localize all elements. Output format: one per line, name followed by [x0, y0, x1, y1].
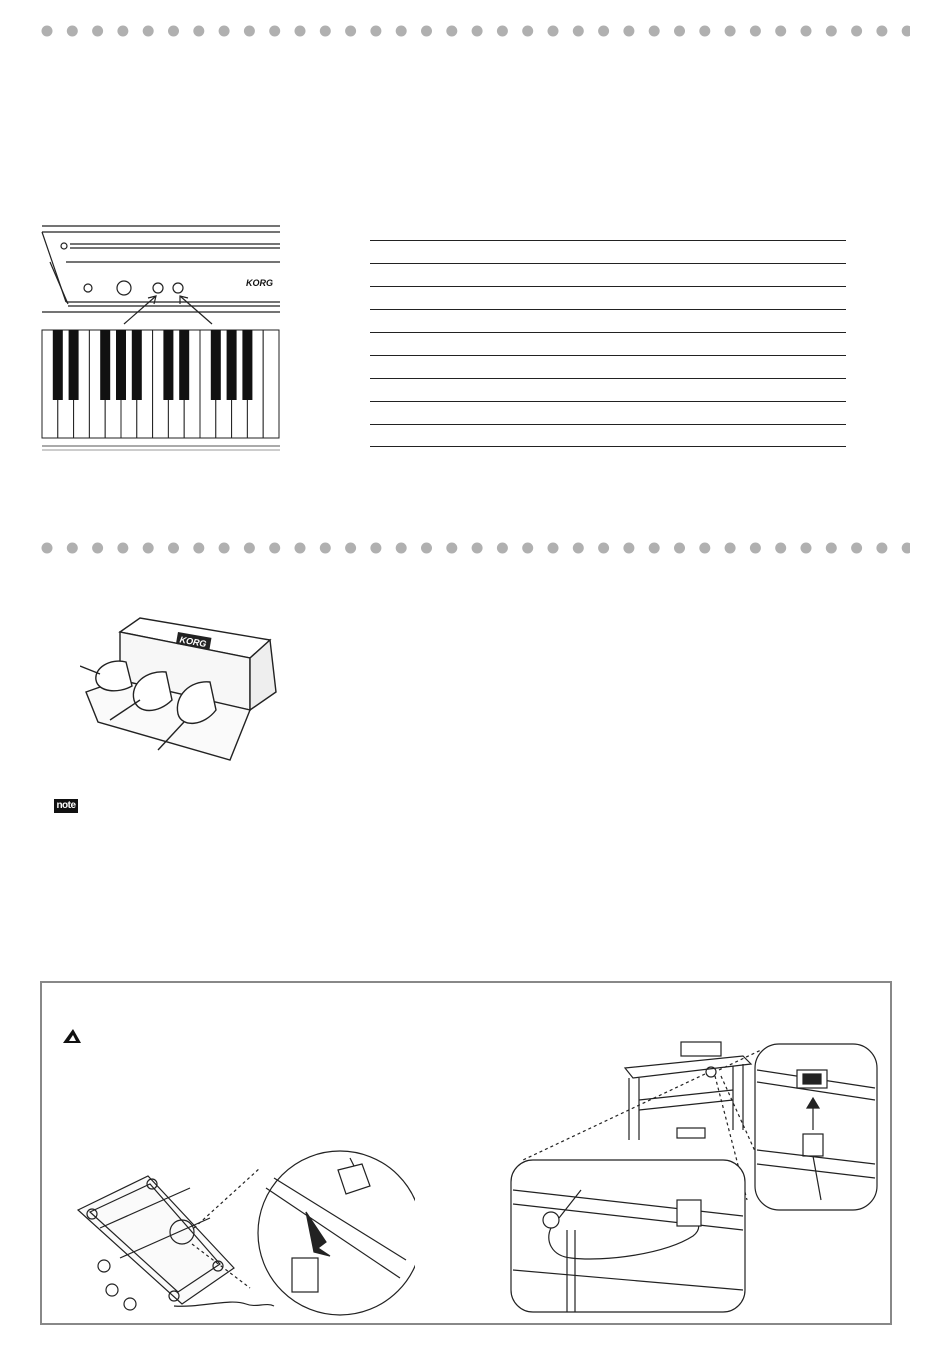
divider-dot: [42, 26, 53, 37]
divider-dot: [370, 543, 381, 554]
divider-dot: [573, 26, 584, 37]
divider-dot: [143, 543, 154, 554]
divider-dot: [522, 26, 533, 37]
divider-dot: [143, 26, 154, 37]
divider-dot: [117, 26, 128, 37]
divider-dot: [674, 26, 685, 37]
black-key: [132, 330, 142, 400]
parameter-table: [370, 240, 846, 450]
divider-dot: [421, 26, 432, 37]
divider-dot: [472, 26, 483, 37]
black-key: [69, 330, 79, 400]
divider-dot: [623, 26, 634, 37]
divider-dot: [826, 26, 837, 37]
pedal-brand-logo: KORG: [178, 634, 208, 650]
divider-dot: [826, 543, 837, 554]
divider-dot: [472, 543, 483, 554]
stand-connector-illustration: [505, 1040, 881, 1316]
divider-dot: [750, 543, 761, 554]
pedal-connector-illustration: [70, 1148, 415, 1318]
keyboard-panel-illustration: [40, 222, 284, 454]
divider-dot: [522, 543, 533, 554]
divider-dot: [67, 543, 78, 554]
divider-dot: [699, 543, 710, 554]
divider-dot: [193, 26, 204, 37]
keyboard-brand-logo: KORG: [246, 278, 273, 288]
divider-dot: [548, 26, 559, 37]
caution-icon: [61, 1028, 83, 1044]
divider-dot: [295, 543, 306, 554]
pedal-unit-illustration: [80, 610, 290, 770]
divider-dot: [92, 543, 103, 554]
divider-dot: [42, 543, 53, 554]
divider-dot: [497, 26, 508, 37]
divider-dot: [193, 543, 204, 554]
black-key: [163, 330, 173, 400]
divider-dot: [92, 26, 103, 37]
divider-dot: [345, 543, 356, 554]
divider-dot: [775, 543, 786, 554]
divider-dot: [396, 543, 407, 554]
divider-dot: [219, 543, 230, 554]
divider-dot: [573, 543, 584, 554]
divider-dot: [649, 26, 660, 37]
divider-dot: [801, 26, 812, 37]
divider-dot: [345, 26, 356, 37]
divider-dot: [725, 543, 736, 554]
divider-dot: [117, 543, 128, 554]
divider-dot: [598, 543, 609, 554]
divider-dot: [674, 543, 685, 554]
divider-dot: [67, 26, 78, 37]
black-key: [179, 330, 189, 400]
note-icon: note: [54, 799, 78, 813]
divider-dot: [801, 543, 812, 554]
divider-dot: [269, 26, 280, 37]
divider-dot: [244, 543, 255, 554]
divider-dot: [446, 26, 457, 37]
divider-dot: [699, 26, 710, 37]
divider-dot: [876, 26, 887, 37]
divider-dot: [269, 543, 280, 554]
section-divider-middle: [40, 541, 910, 555]
section-divider-top: [40, 24, 910, 38]
black-key: [227, 330, 237, 400]
divider-dot: [168, 543, 179, 554]
divider-dot: [396, 26, 407, 37]
divider-dot: [370, 26, 381, 37]
divider-dot: [649, 543, 660, 554]
divider-dot: [725, 26, 736, 37]
divider-dot: [320, 543, 331, 554]
divider-dot: [168, 26, 179, 37]
black-key: [116, 330, 126, 400]
divider-dot: [851, 543, 862, 554]
divider-dot: [446, 543, 457, 554]
divider-dot: [623, 543, 634, 554]
divider-dot: [851, 26, 862, 37]
black-key: [211, 330, 221, 400]
divider-dot: [902, 26, 910, 37]
divider-dot: [421, 543, 432, 554]
divider-dot: [750, 26, 761, 37]
divider-dot: [320, 26, 331, 37]
divider-dot: [902, 543, 910, 554]
black-key: [100, 330, 110, 400]
divider-dot: [295, 26, 306, 37]
divider-dot: [219, 26, 230, 37]
divider-dot: [497, 543, 508, 554]
black-key: [242, 330, 252, 400]
black-key: [53, 330, 63, 400]
divider-dot: [244, 26, 255, 37]
divider-dot: [775, 26, 786, 37]
white-key: [263, 330, 279, 438]
divider-dot: [548, 543, 559, 554]
divider-dot: [876, 543, 887, 554]
divider-dot: [598, 26, 609, 37]
